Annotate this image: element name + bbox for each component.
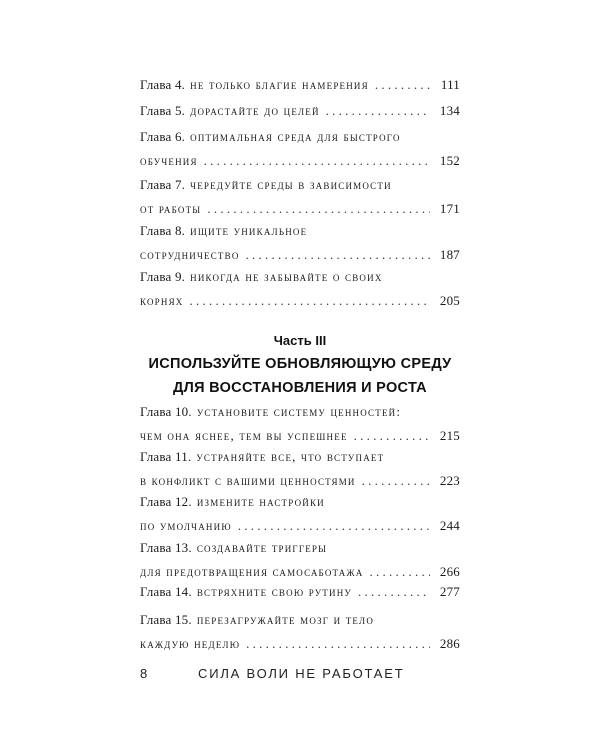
chapter-label: Глава 12. — [140, 494, 192, 509]
chapter-title: чередуйте среды в зависимости — [190, 177, 392, 192]
page-number: 223 — [439, 473, 460, 488]
toc-entry — [140, 265, 460, 313]
chapter-label: Глава 4. — [140, 77, 186, 92]
page-number: 215 — [439, 428, 460, 443]
chapter-title: встряхните свою рутину — [196, 584, 352, 599]
chapter-title-cont: от работы — [140, 201, 202, 216]
dot-leader — [375, 73, 430, 97]
chapter-label: Глава 9. — [140, 269, 186, 284]
chapter-title-cont: обучения — [140, 153, 198, 168]
toc-entry — [140, 536, 460, 584]
page-number: 266 — [439, 564, 460, 579]
chapter-title-cont: по умолчанию — [140, 518, 232, 533]
chapter-label: Глава 6. — [140, 129, 186, 144]
chapter-label: Глава 14. — [140, 584, 192, 599]
page-number: 134 — [439, 103, 460, 118]
part-title-line1: ИСПОЛЬЗУЙТЕ ОБНОВЛЯЮЩУЮ СРЕДУ — [148, 356, 452, 372]
chapter-title-cont: корнях — [140, 293, 184, 308]
page-number: 111 — [440, 77, 460, 92]
page-number: 152 — [439, 153, 460, 168]
part-label: Часть III — [273, 333, 327, 348]
chapter-title: создавайте триггеры — [196, 540, 328, 555]
chapter-title: измените настройки — [196, 494, 325, 509]
chapter-title-cont: чем она яснее, тем вы успешнее — [140, 428, 348, 443]
toc-entry — [140, 99, 460, 123]
chapter-title: перезагружайте мозг и тело — [196, 612, 375, 627]
toc-entry — [140, 125, 460, 173]
toc-entry — [140, 490, 460, 538]
page-footer — [140, 662, 404, 686]
page-number: 277 — [439, 584, 460, 599]
dot-leader — [190, 289, 431, 313]
page-number: 187 — [439, 247, 460, 262]
dot-leader — [358, 580, 430, 604]
toc-entry — [140, 445, 460, 493]
toc-entry — [140, 580, 460, 604]
dot-leader — [246, 632, 430, 656]
part-title-line2: ДЛЯ ВОССТАНОВЛЕНИЯ И РОСТА — [173, 380, 427, 396]
toc-entry — [140, 73, 460, 97]
chapter-title-cont: в конфликт с вашими ценностями — [140, 473, 356, 488]
part-heading — [0, 330, 600, 400]
chapter-title: ищите уникальное — [190, 223, 308, 238]
chapter-label: Глава 15. — [140, 612, 192, 627]
chapter-label: Глава 13. — [140, 540, 192, 555]
chapter-label: Глава 7. — [140, 177, 186, 192]
dot-leader — [207, 197, 430, 221]
chapter-title-cont: для предотвращения самосаботажа — [140, 564, 364, 579]
footer-page-number: 8 — [140, 666, 148, 681]
chapter-title: никогда не забывайте о своих — [190, 269, 383, 284]
chapter-label: Глава 11. — [140, 449, 192, 464]
toc-entry — [140, 219, 460, 267]
chapter-title-cont: каждую неделю — [140, 636, 241, 651]
page-number: 286 — [439, 636, 460, 651]
page-number: 171 — [439, 201, 460, 216]
footer-book-title: СИЛА ВОЛИ НЕ РАБОТАЕТ — [198, 666, 405, 681]
chapter-title: не только благие намерения — [190, 77, 369, 92]
dot-leader — [246, 243, 430, 267]
chapter-title: установите систему ценностей: — [196, 404, 402, 419]
chapter-title-cont: сотрудничество — [140, 247, 240, 262]
page-number: 244 — [439, 518, 460, 533]
chapter-title: оптимальная среда для быстрого — [190, 129, 401, 144]
chapter-label: Глава 10. — [140, 404, 192, 419]
chapter-title: дорастайте до целей — [190, 103, 320, 118]
chapter-label: Глава 5. — [140, 103, 186, 118]
dot-leader — [326, 99, 430, 123]
chapter-label: Глава 8. — [140, 223, 186, 238]
toc-entry — [140, 173, 460, 221]
page-number: 205 — [439, 293, 460, 308]
chapter-title: устраняйте все, что вступает — [196, 449, 385, 464]
dot-leader — [238, 514, 430, 538]
dot-leader — [204, 149, 430, 173]
toc-entry — [140, 400, 460, 448]
toc-entry — [140, 608, 460, 656]
